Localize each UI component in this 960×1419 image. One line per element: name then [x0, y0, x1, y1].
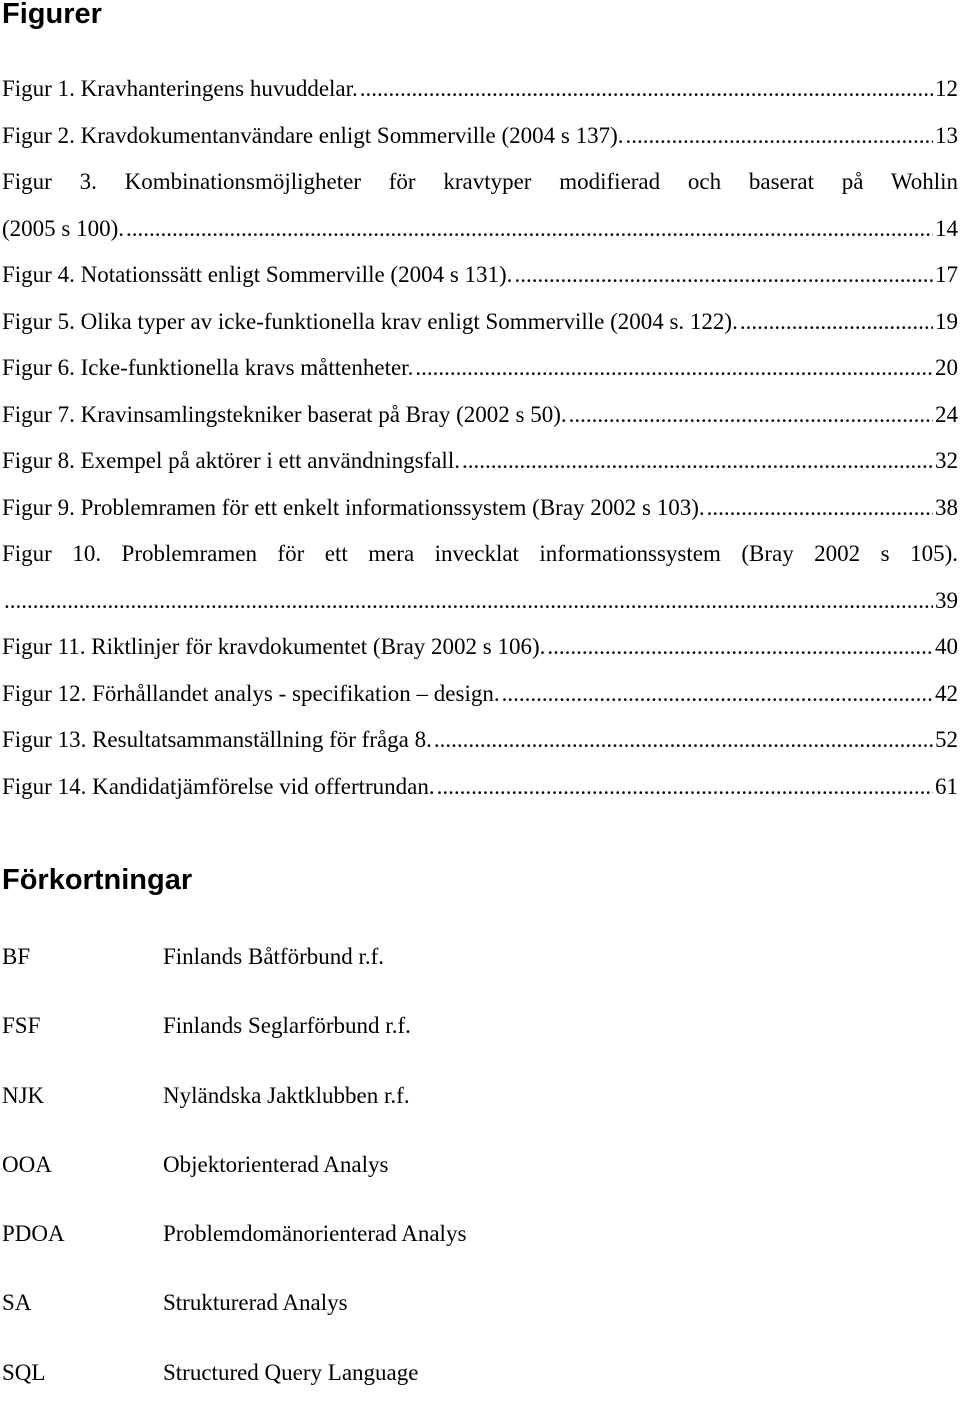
toc-leader [569, 392, 933, 439]
toc-entry-page: 20 [935, 355, 958, 380]
abbreviation-expansion: Finlands Båtförbund r.f. [163, 944, 385, 969]
toc-entry-title: Figur 4. Notationssätt enligt Sommerville (2004 s 131). [2, 262, 513, 287]
abbreviation-row [2, 934, 902, 1003]
toc-entry-page: 24 [935, 401, 958, 427]
abbreviation-row [2, 1142, 902, 1211]
toc-leader [547, 624, 933, 671]
abbreviation-expansion: Objektorienterad Analys [163, 1151, 389, 1177]
toc-entry-title: Figur 6. Icke-funktionella kravs måttenheter. [2, 355, 414, 380]
figure-list [2, 66, 958, 810]
abbreviation-expansion: Problemdomänorienterad Analys [163, 1221, 467, 1247]
toc-entry-page: 61 [935, 773, 958, 799]
toc-entry-title: Figur 13. Resultatsammanställning för fråga 8. [2, 727, 432, 752]
toc-leader [415, 345, 933, 392]
toc-leader [360, 66, 933, 113]
toc-entry-title: Figur 12. Förhållandet analys - specifikation – design. [2, 680, 500, 706]
toc-entry-page: 42 [935, 680, 958, 706]
toc-entry[interactable] [2, 66, 958, 113]
toc-leader [626, 113, 933, 160]
toc-entry[interactable] [2, 764, 958, 811]
abbreviation-list [2, 934, 902, 1419]
toc-leader [462, 438, 933, 485]
toc-entry-title: Figur 7. Kravinsamlingstekniker baserat på Bray (2002 s 50). [2, 401, 567, 427]
toc-entry-continuation[interactable] [2, 578, 958, 625]
toc-entry-page: 14 [935, 215, 958, 241]
toc-entry-title: Figur 11. Riktlinjer för kravdokumentet (Bray 2002 s 106). [2, 634, 546, 659]
toc-entry[interactable] [2, 485, 958, 532]
toc-entry-title: Figur 14. Kandidatjämförelse vid offertrundan. [2, 773, 435, 799]
toc-entry-title: Figur 10. Problemramen för ett mera invecklat informationssystem (Bray 2002 s 105). [2, 541, 958, 566]
abbreviation-row [2, 1073, 902, 1142]
toc-entry[interactable] [2, 438, 958, 485]
toc-entry[interactable] [2, 717, 958, 764]
abbreviations-heading: Förkortningar [2, 864, 193, 896]
toc-leader [437, 764, 933, 811]
toc-entry[interactable] [2, 531, 958, 578]
abbreviation-row [2, 1350, 902, 1419]
toc-entry-page: 38 [935, 494, 958, 520]
toc-entry[interactable] [2, 113, 958, 160]
toc-entry[interactable] [2, 671, 958, 718]
toc-entry[interactable] [2, 345, 958, 392]
toc-entry-title: Figur 3. Kombinationsmöjligheter för kravtyper modifierad och baserat på Wohlin [2, 169, 958, 194]
toc-entry-continuation-text: (2005 s 100). [2, 215, 125, 241]
abbreviation: NJK [2, 1082, 45, 1108]
toc-entry-page: 40 [935, 634, 958, 659]
abbreviation-expansion: Structured Query Language [163, 1359, 419, 1385]
toc-entry-page: 17 [935, 262, 958, 287]
abbreviation: BF [2, 944, 31, 969]
toc-leader [502, 671, 933, 718]
toc-entry-title: Figur 1. Kravhanteringens huvuddelar. [2, 76, 358, 101]
toc-entry-continuation[interactable] [2, 206, 958, 253]
figures-heading: Figurer [2, 0, 102, 30]
toc-entry-title: Figur 8. Exempel på aktörer i ett användningsfall. [2, 448, 460, 473]
toc-entry-title: Figur 2. Kravdokumentanvändare enligt Sommerville (2004 s 137). [2, 122, 624, 148]
toc-entry[interactable] [2, 624, 958, 671]
toc-entry-page: 19 [935, 308, 958, 334]
toc-entry-page: 39 [935, 587, 958, 613]
toc-entry[interactable] [2, 299, 958, 346]
toc-entry[interactable] [2, 159, 958, 206]
toc-entry-page: 13 [935, 122, 958, 148]
toc-leader [707, 485, 933, 532]
abbreviation: PDOA [2, 1221, 65, 1247]
abbreviation-expansion: Nyländska Jaktklubben r.f. [163, 1082, 410, 1108]
toc-leader [126, 206, 933, 253]
toc-leader [740, 299, 933, 346]
abbreviation-expansion: Finlands Seglarförbund r.f. [163, 1013, 411, 1039]
toc-leader [434, 717, 933, 764]
abbreviation-row [2, 1211, 902, 1280]
abbreviation-row [2, 1280, 902, 1349]
toc-entry[interactable] [2, 392, 958, 439]
toc-entry-page: 52 [935, 727, 958, 752]
abbreviation-expansion: Strukturerad Analys [163, 1290, 348, 1316]
abbreviation: OOA [2, 1151, 52, 1177]
toc-leader [514, 252, 933, 299]
toc-leader [4, 578, 933, 625]
toc-entry-page: 12 [935, 76, 958, 101]
toc-entry-title: Figur 9. Problemramen för ett enkelt informationssystem (Bray 2002 s 103). [2, 494, 705, 520]
abbreviation: FSF [2, 1013, 41, 1039]
abbreviation: SQL [2, 1359, 46, 1385]
toc-entry-title: Figur 5. Olika typer av icke-funktionella krav enligt Sommerville (2004 s. 122). [2, 308, 738, 334]
toc-entry[interactable] [2, 252, 958, 299]
toc-entry-page: 32 [935, 448, 958, 473]
abbreviation-row [2, 1003, 902, 1072]
abbreviation: SA [2, 1290, 32, 1316]
